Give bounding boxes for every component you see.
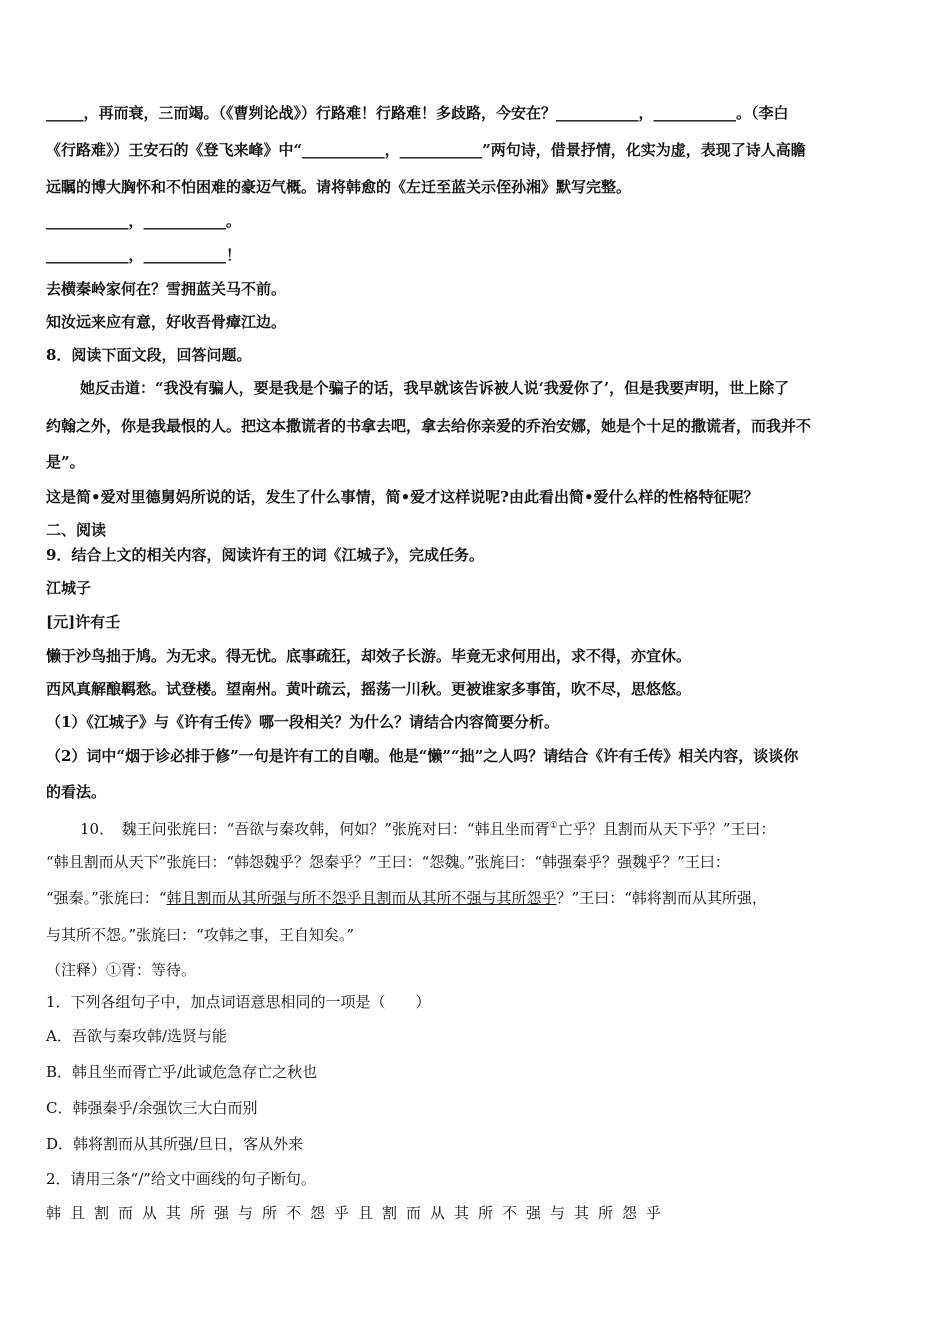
subquestion-2: 2．请用三条“/”给文中画线的句子断句。 (46, 1170, 316, 1188)
passage-8-line-3: 是”。 (46, 453, 85, 471)
poem-author: [元]许有壬 (46, 613, 121, 631)
question-9-task-2-cont: 的看法。 (46, 783, 107, 801)
footnote-marker: ① (549, 821, 558, 831)
subquestion-1: 1．下列各组句子中，加点词语意思相同的一项是（ ） (46, 993, 431, 1011)
text-line-7: 知汝远来应有意，好收吾骨瘴江边。 (46, 313, 287, 331)
poem-line-2: 西风真解酿羁愁。试登楼。望南州。黄叶疏云，摇荡一川秋。更被谁家多事笛，吹不尽，思悠悠。 (46, 680, 692, 698)
option-c: C．韩强秦乎/余强饮三大白而别 (46, 1099, 258, 1117)
text-line-3: 远瞩的博大胸怀和不怕困难的豪迈气概。请将韩愈的《左迁至蓝关示侄孙湘》默写完整。 (46, 178, 632, 196)
option-b: B．韩且坐而胥亡乎/此诚危急存亡之秋也 (46, 1063, 318, 1081)
text-line-2: 《行路难》）王安石的《登飞来峰》中“___________，___________”两句诗，借景抒情，化实为虚，表现了诗人高瞻 (46, 141, 806, 159)
passage-10-line-3-a: “强秦。”张旄曰：“ (46, 889, 167, 907)
passage-10-line-2: “韩且割而从天下”张旄曰：“韩怨魏乎？怨秦乎？”王曰：“怨魏。”张旄曰：“韩强秦乎？强魏乎？”王曰： (46, 853, 730, 871)
question-9-task-2: （2）词中“烟于诊必排于修”一句是许有工的自嘲。他是“懒”“拙”之人吗？请结合《许有壬传》相关内容，谈谈你 (46, 747, 799, 765)
option-a: A．吾欲与秦攻韩/选贤与能 (46, 1027, 227, 1045)
underlined-sentence: 韩且割而从其所强与所不怨乎且割而从其所不强与其所怨乎 (166, 889, 557, 907)
question-9-task-1: （1）《江城子》与《许有壬传》哪一段相关？为什么？请结合内容简要分析。 (46, 713, 559, 731)
text-line-5: ___________，___________！ (46, 246, 242, 264)
passage-10-line-1-b: 亡乎？且割而从天下乎？”王曰： (557, 820, 776, 838)
annotation-note: （注释）①胥：等待。 (46, 961, 197, 979)
poem-title: 江城子 (46, 579, 92, 597)
passage-10-line-3 (46, 888, 767, 908)
passage-10-line-4: 与其所不怨。”张旄曰：“攻韩之事，王自知矣。” (46, 926, 355, 944)
sentence-to-punctuate: 韩且割而从其所强与所不怨乎且割而从其所不强与其所怨乎 (46, 1204, 671, 1222)
question-9-heading: 9．结合上文的相关内容，阅读许有王的词《江城子》，完成任务。 (46, 546, 484, 564)
passage-10-line-1 (80, 816, 775, 839)
passage-8-line-2: 约翰之外，你是我最恨的人。把这本撒谎者的书拿去吧，拿去给你亲爱的乔治安娜，她是个十足的撒谎者，而我并不 (46, 417, 812, 435)
text-line-4: ___________，___________。 (46, 212, 242, 230)
text-line-1: _____，再而衰，三而竭。（《曹刿论战》）行路难！行路难！多歧路，今安在？___________，___________。（李白 (46, 104, 789, 122)
option-d: D．韩将割而从其所强/旦日，客从外来 (46, 1135, 304, 1153)
question-8-heading: 8．阅读下面文段，回答问题。 (46, 346, 252, 364)
passage-10-line-1-a: 10． 魏王问张旄曰：“吾欲与秦攻韩，何如？”张旄对曰：“韩且坐而胥 (80, 820, 550, 838)
passage-8-line-1: 她反击道：“我没有骗人，要是我是个骗子的话，我早就该告诉被人说‘我爱你了’，但是我要声明，世上除了 (80, 379, 790, 397)
passage-10-line-3-b: ？”王曰：“韩将割而从其所强， (556, 889, 767, 907)
poem-line-1: 懒于沙鸟拙于鸠。为无求。得无忧。底事疏狂，却效子长游。毕竟无求何用出，求不得，亦宜休。 (46, 647, 692, 665)
question-8-prompt: 这是简•爱对里德舅妈所说的话，发生了什么事情，简•爱才这样说呢?由此看出简•爱什么样的性格特征呢？ (46, 488, 759, 506)
section-heading-reading: 二、阅读 (46, 521, 107, 539)
text-line-6: 去横秦岭家何在？雪拥蓝关马不前。 (46, 280, 287, 298)
